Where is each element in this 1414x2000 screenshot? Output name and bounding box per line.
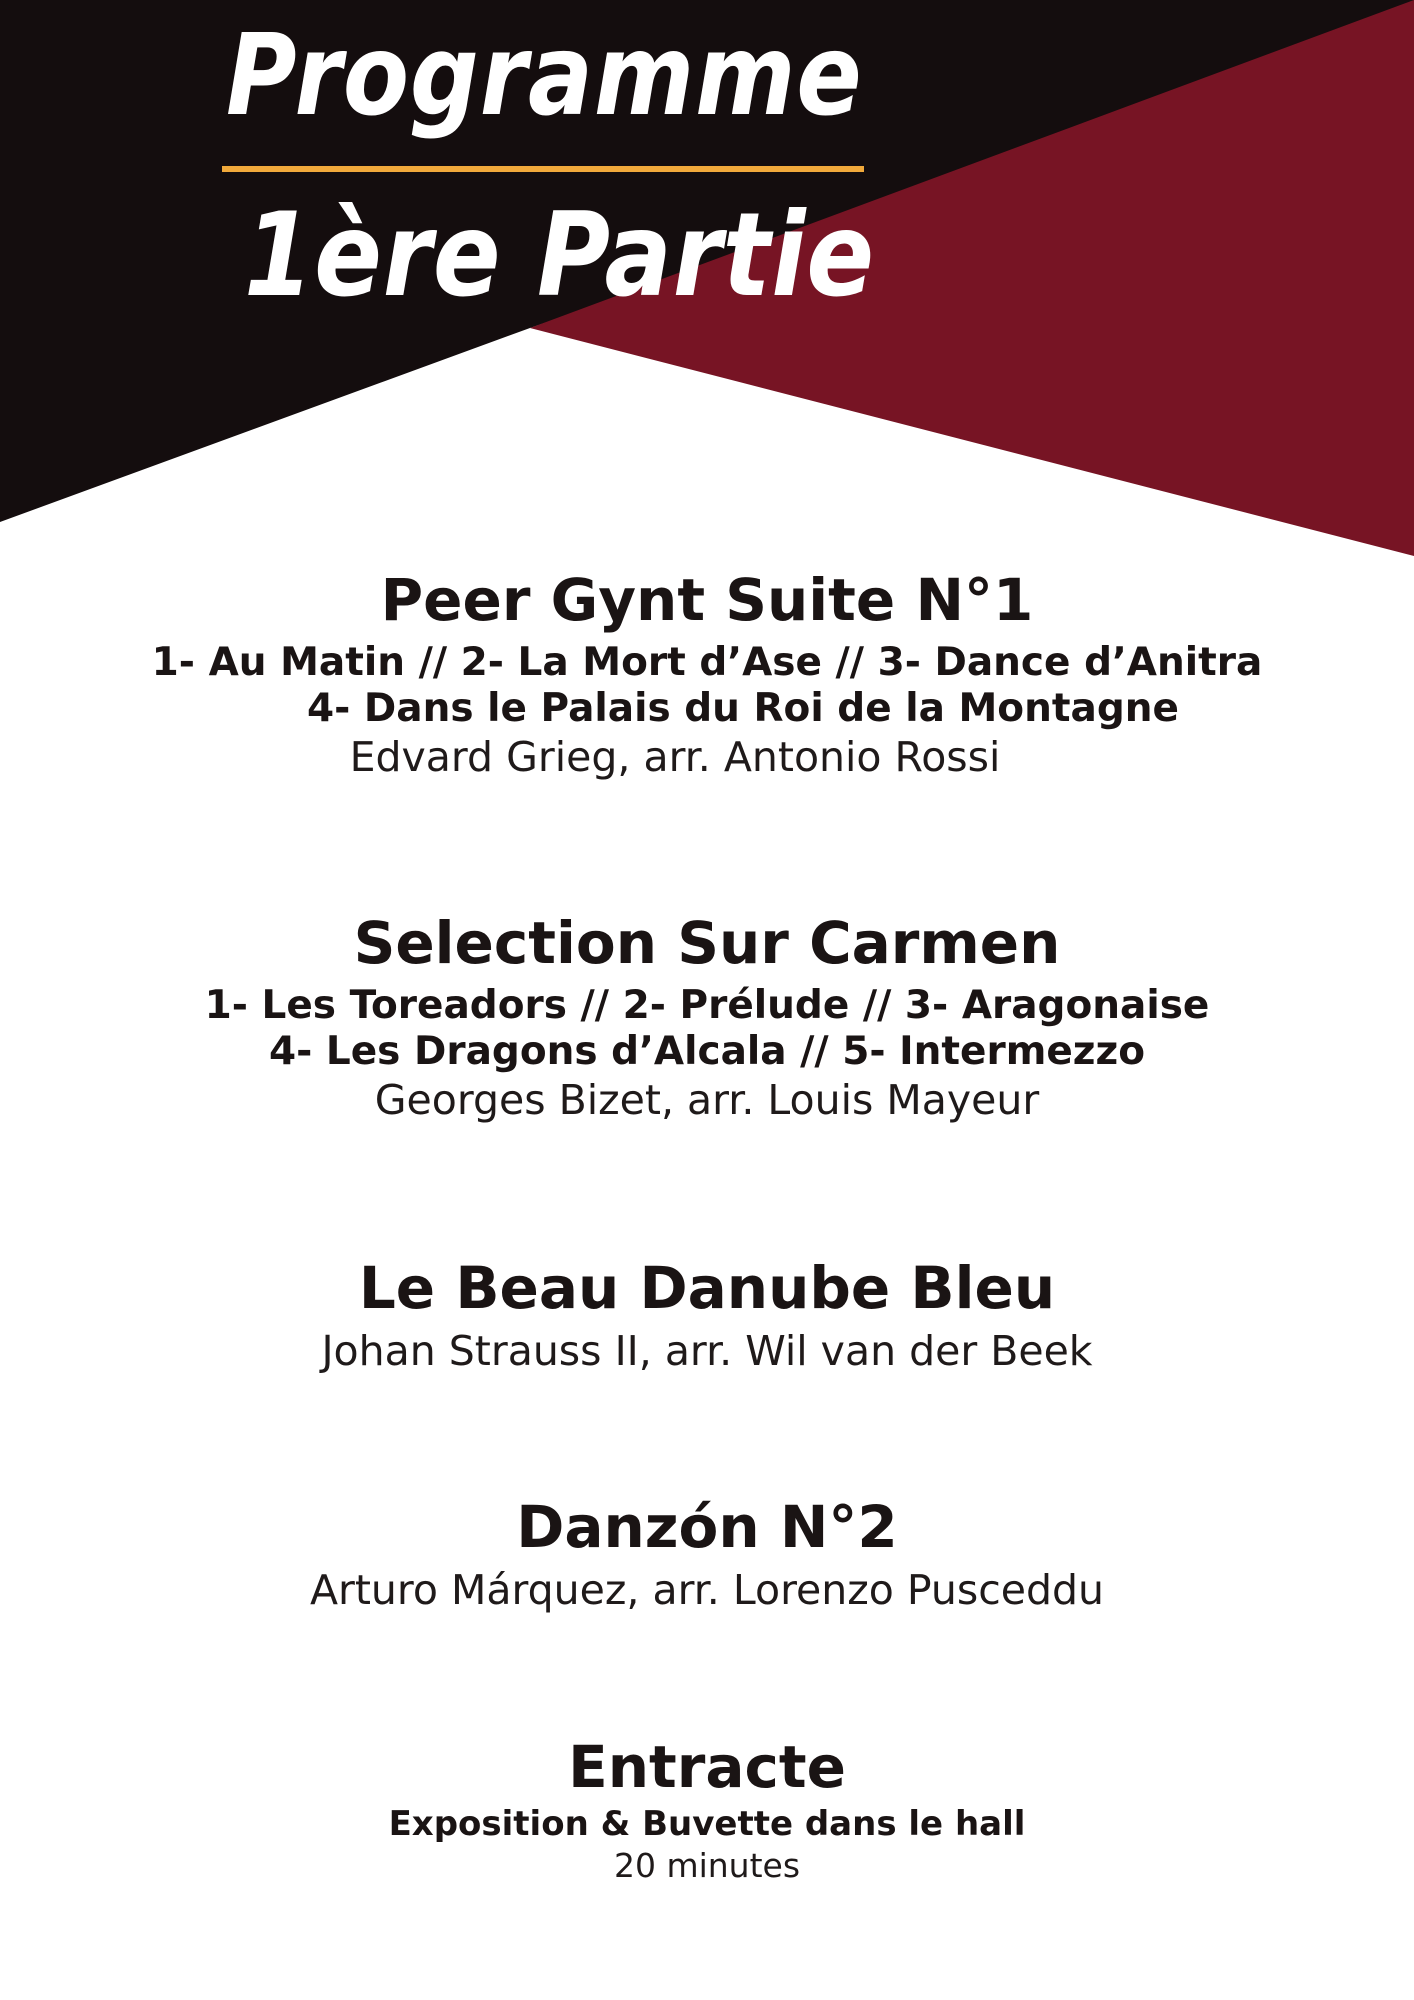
piece-title: Le Beau Danube Bleu [358,1254,1056,1322]
piece-title: Peer Gynt Suite N°1 [380,566,1034,634]
piece-composer: Edvard Grieg, arr. Antonio Rossi [349,732,1001,781]
piece-title: Danzón N°2 [516,1493,898,1561]
page-subtitle: 1ère Partie [244,188,875,323]
piece-title: Selection Sur Carmen [353,909,1061,977]
piece-movements-line: 4- Dans le Palais du Roi de la Montagne [307,685,1179,731]
piece-movements-line: 4- Les Dragons d’Alcala // 5- Intermezzo [268,1028,1145,1074]
piece-movements-line: 1- Les Toreadors // 2- Prélude // 3- Aragonaise [204,982,1210,1028]
intermission-title: Entracte [568,1733,846,1801]
program-item-intermission [0,1733,1414,1888]
program-item-peer-gynt [0,566,1414,782]
program-item-danube [0,1254,1414,1376]
intermission-note: Exposition & Buvette dans le hall [388,1803,1026,1844]
program-item-carmen [0,909,1414,1125]
piece-composer: Arturo Márquez, arr. Lorenzo Pusceddu [309,1565,1105,1614]
page-title: Programme [226,11,863,141]
piece-composer: Johan Strauss II, arr. Wil van der Beek [321,1326,1093,1375]
program-item-danzon [0,1493,1414,1615]
intermission-duration: 20 minutes [613,1846,801,1886]
piece-composer: Georges Bizet, arr. Louis Mayeur [374,1075,1040,1124]
piece-movements-line: 1- Au Matin // 2- La Mort d’Ase // 3- Dance d’Anitra [151,639,1263,685]
